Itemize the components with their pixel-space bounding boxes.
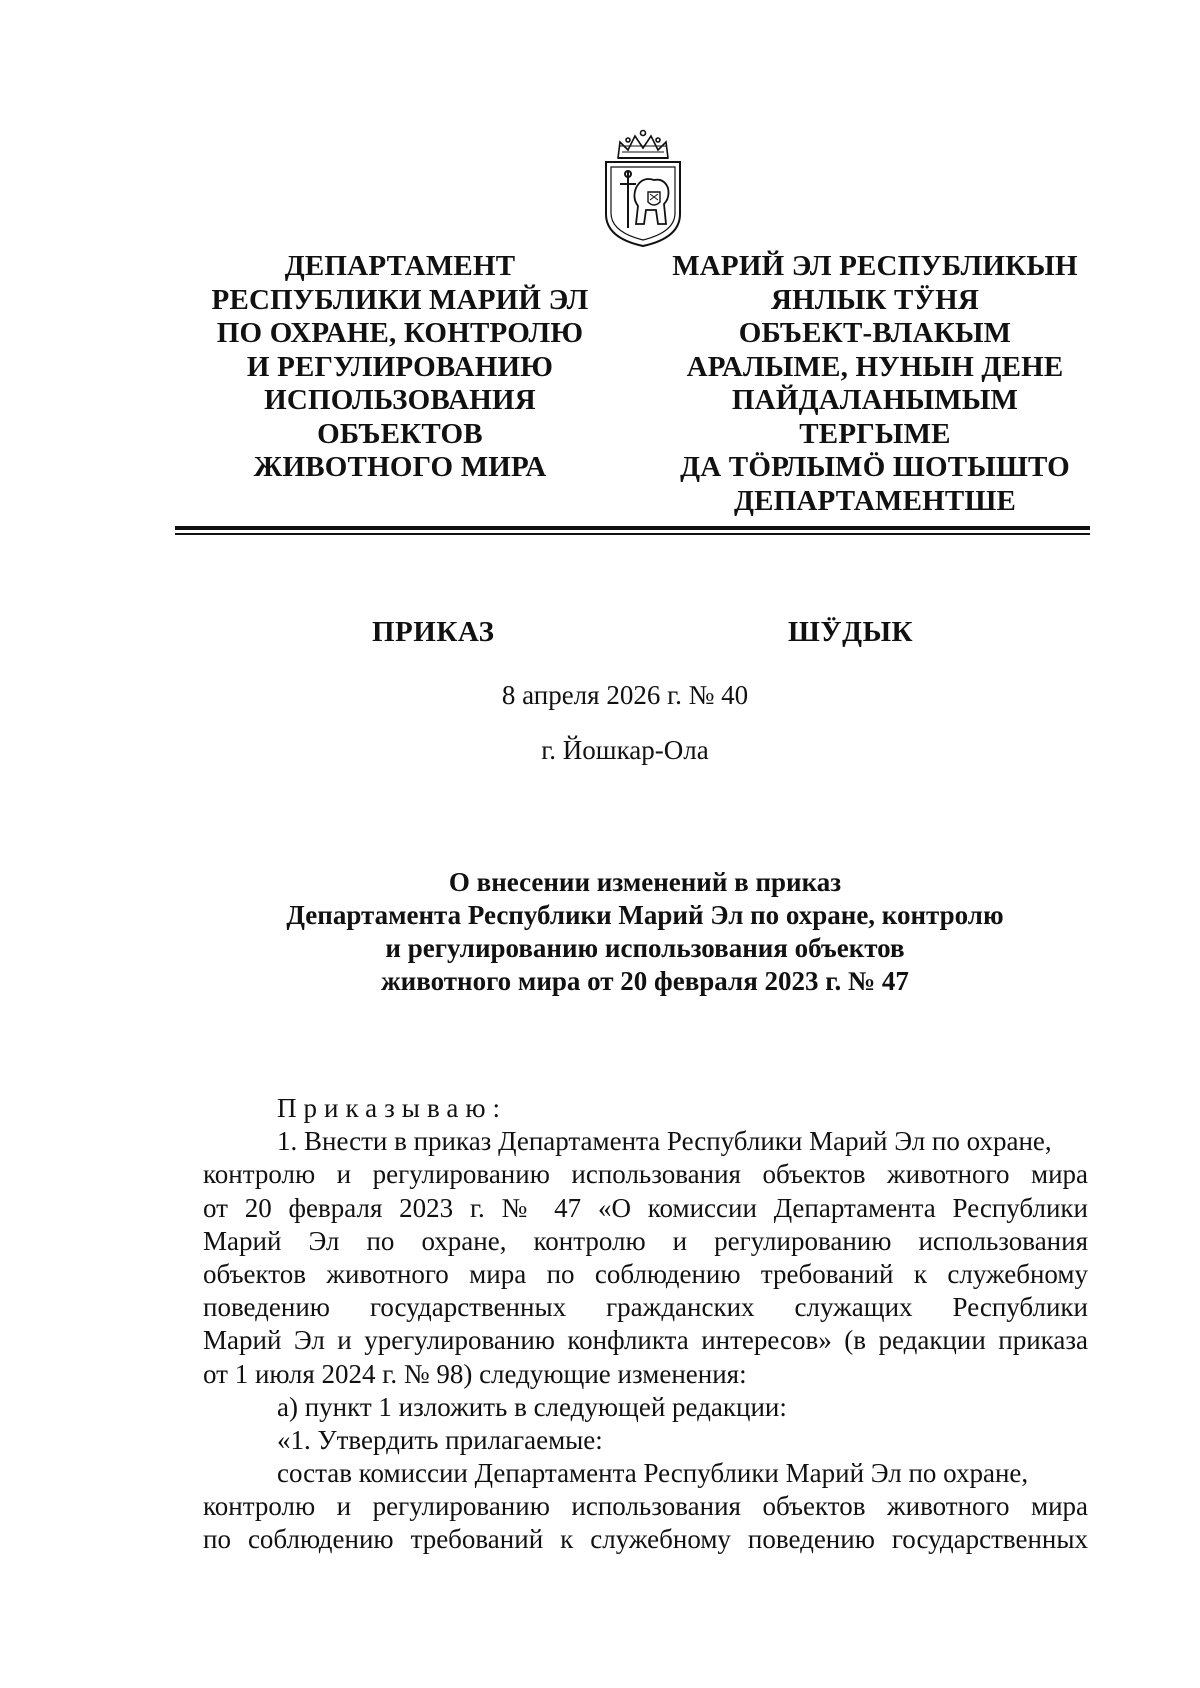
header-left-line: ЖИВОТНОГО МИРА bbox=[253, 451, 547, 483]
coat-of-arms-emblem bbox=[598, 128, 688, 250]
title-line: Департамента Республики Марий Эл по охране, контролю bbox=[286, 900, 1004, 930]
header-right-line: ОБЪЕКТ-ВЛАКЫМ bbox=[738, 317, 1012, 349]
body-line: состав комиссии Департамента Республики Марий Эл по охране, bbox=[277, 1458, 1029, 1489]
body-line: Марий Эл по охране, контролю и регулированию использования bbox=[203, 1225, 1088, 1256]
header-left-line: ОБЪЕКТОВ bbox=[317, 417, 483, 450]
order-word: Приказываю: bbox=[277, 1093, 507, 1123]
department-name-mari bbox=[650, 250, 1100, 518]
city: г. Йошкар-Ола bbox=[541, 735, 709, 765]
header-right-line: ДЕПАРТАМЕНТШЕ bbox=[733, 484, 1017, 517]
title-line: животного мира от 20 февраля 2023 г. № 47 bbox=[381, 966, 909, 996]
body-line: контролю и регулированию использования объектов животного мира bbox=[203, 1491, 1088, 1522]
date-and-number: 8 апреля 2026 г. № 40 bbox=[501, 680, 749, 710]
body-line: объектов животного мира по соблюдению требований к служебному bbox=[203, 1258, 1088, 1289]
body-line: контролю и регулированию использования объектов животного мира bbox=[203, 1159, 1088, 1190]
document-body bbox=[203, 1092, 1088, 1557]
body-line: поведению государственных гражданских служащих Республики bbox=[203, 1292, 1088, 1323]
document-title bbox=[250, 866, 1040, 998]
header-divider-thick bbox=[175, 526, 1090, 530]
body-line: по соблюдению требований к служебному поведению государственных bbox=[203, 1524, 1088, 1555]
doc-type-mari: ШӰДЫК bbox=[788, 616, 914, 648]
title-line: О внесении изменений в приказ bbox=[448, 867, 842, 897]
header-right-line: АРАЛЫМЕ, НУНЫН ДЕНЕ bbox=[686, 350, 1064, 383]
header-left-line: И РЕГУЛИРОВАНИЮ bbox=[246, 350, 554, 383]
doc-type-russian: ПРИКАЗ bbox=[372, 616, 495, 648]
body-line: от 1 июля 2024 г. № 98) следующие изменения: bbox=[203, 1358, 747, 1389]
header-left-line: ПО ОХРАНЕ, КОНТРОЛЮ bbox=[216, 317, 584, 349]
header-right-line: ТЕРГЫМЕ bbox=[799, 417, 951, 450]
header-left-line: РЕСПУБЛИКИ МАРИЙ ЭЛ bbox=[211, 283, 589, 316]
header-right-line: ДА ТӦРЛЫМӦ ШОТЫШТО bbox=[680, 451, 1070, 483]
body-line: «1. Утвердить прилагаемые: bbox=[277, 1424, 603, 1455]
header-left-line: ДЕПАРТАМЕНТ bbox=[284, 250, 516, 282]
header-left-line: ИСПОЛЬЗОВАНИЯ bbox=[264, 384, 536, 416]
header-right-line: МАРИЙ ЭЛ РЕСПУБЛИКЫН bbox=[672, 250, 1078, 282]
body-line: Марий Эл и урегулированию конфликта интересов» (в редакции приказа bbox=[203, 1325, 1088, 1356]
body-line: а) пункт 1 изложить в следующей редакции: bbox=[277, 1391, 787, 1422]
body-line: от 20 февраля 2023 г. № 47 «О комиссии Департамента Республики bbox=[203, 1192, 1088, 1223]
department-name-russian bbox=[210, 250, 590, 485]
body-line: 1. Внести в приказ Департамента Республики Марий Эл по охране, bbox=[277, 1126, 1052, 1157]
title-line: и регулированию использования объектов bbox=[385, 933, 905, 963]
header-divider-thin bbox=[175, 533, 1090, 535]
header-right-line: ПАЙДАЛАНЫМЫМ bbox=[731, 384, 1019, 416]
header-right-line: ЯНЛЫК ТӰНЯ bbox=[771, 283, 979, 316]
